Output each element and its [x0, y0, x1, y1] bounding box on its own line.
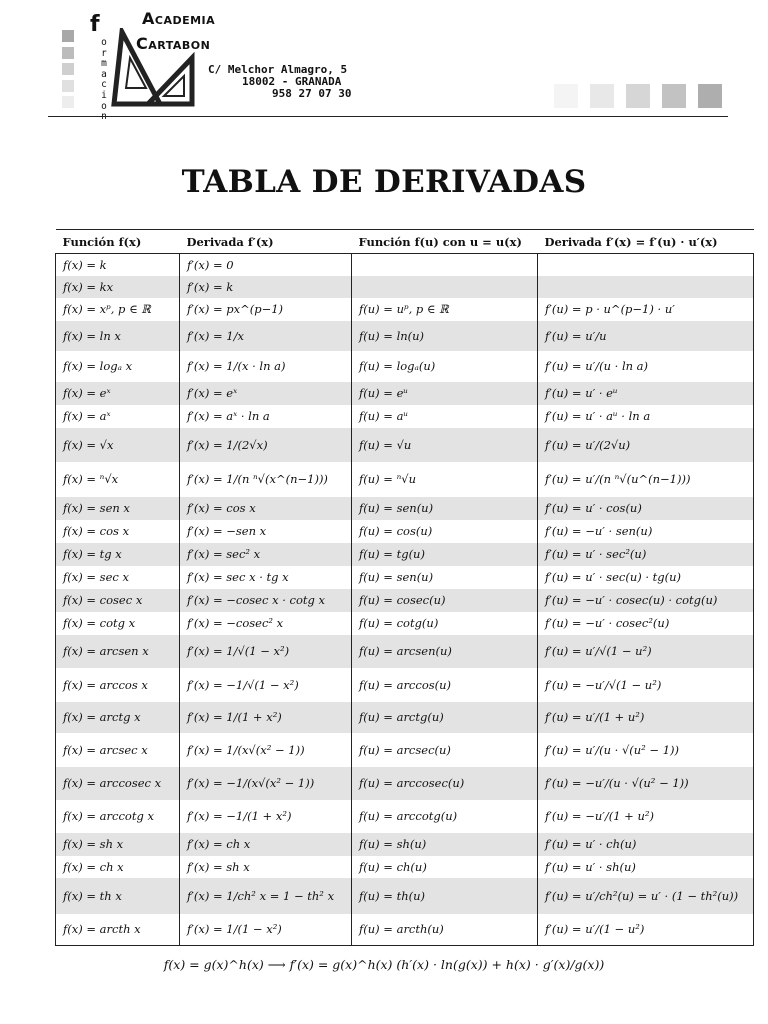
cell-derivative: f′(x) = 1/(x√(x² − 1))	[180, 733, 352, 767]
cell-composite-function	[352, 276, 538, 298]
cell-derivative: f′(x) = cos x	[180, 497, 352, 520]
table-row	[56, 800, 754, 833]
address: C/ Melchor Almagro, 5	[208, 63, 348, 76]
table-row	[56, 856, 754, 878]
decor-square	[62, 30, 74, 42]
cell-function: f(x) = sen x	[56, 497, 180, 520]
cell-composite-function: f(u) = arccotg(u)	[352, 800, 538, 833]
cell-composite-derivative: f′(u) = u′/u	[538, 321, 754, 351]
cell-derivative: f′(x) = 1/ch² x = 1 − th² x	[180, 878, 352, 914]
cell-composite-function: f(u) = arcsen(u)	[352, 635, 538, 668]
table-row	[56, 520, 754, 543]
cell-composite-derivative	[538, 254, 754, 276]
brand-line2: Cartabon	[136, 34, 211, 53]
table-row	[56, 702, 754, 733]
table-row	[56, 767, 754, 800]
cell-composite-derivative: f′(u) = p · u^(p−1) · u′	[538, 298, 754, 321]
cell-derivative: f′(x) = sh x	[180, 856, 352, 878]
table-row	[56, 612, 754, 635]
decor-square	[62, 63, 74, 75]
cell-composite-derivative: f′(u) = u′/ch²(u) = u′ · (1 − th²(u))	[538, 878, 754, 914]
postal-address: 18002 - GRANADA	[242, 75, 342, 88]
cell-derivative: f′(x) = 1/(n ⁿ√(x^(n−1)))	[180, 462, 352, 497]
table-row	[56, 351, 754, 382]
table-row	[56, 382, 754, 405]
cell-composite-function: f(u) = arccosec(u)	[352, 767, 538, 800]
cell-function: f(x) = arcsen x	[56, 635, 180, 668]
cell-derivative: f′(x) = 1/(1 − x²)	[180, 914, 352, 946]
table-row	[56, 276, 754, 298]
cell-composite-function: f(u) = sh(u)	[352, 833, 538, 856]
cell-composite-function: f(u) = ⁿ√u	[352, 462, 538, 497]
cell-derivative: f′(x) = 1/(x · ln a)	[180, 351, 352, 382]
cell-composite-function: f(u) = tg(u)	[352, 543, 538, 566]
cell-composite-derivative: f′(u) = −u′ · sen(u)	[538, 520, 754, 543]
cell-composite-derivative: f′(u) = u′/(2√u)	[538, 428, 754, 462]
cell-composite-derivative: f′(u) = u′/(u · √(u² − 1))	[538, 733, 754, 767]
cell-composite-derivative: f′(u) = −u′ · cosec(u) · cotg(u)	[538, 589, 754, 612]
logo-letter: f	[90, 12, 100, 37]
cell-composite-derivative: f′(u) = u′ · eᵘ	[538, 382, 754, 405]
cell-composite-derivative: f′(u) = u′ · aᵘ · ln a	[538, 405, 754, 428]
cell-composite-derivative	[538, 276, 754, 298]
cell-composite-derivative: f′(u) = u′/(1 − u²)	[538, 914, 754, 946]
header-composite-function: Función f(u) con u = u(x)	[352, 230, 538, 254]
cell-function: f(x) = arcth x	[56, 914, 180, 946]
cell-composite-function: f(u) = arcsec(u)	[352, 733, 538, 767]
brand-line1: Academia	[142, 9, 216, 28]
cell-composite-derivative: f′(u) = u′ · sec²(u)	[538, 543, 754, 566]
cell-derivative: f′(x) = −cosec x · cotg x	[180, 589, 352, 612]
table-row	[56, 733, 754, 767]
cell-composite-derivative: f′(u) = u′ · ch(u)	[538, 833, 754, 856]
cell-composite-derivative: f′(u) = u′ · sh(u)	[538, 856, 754, 878]
cell-composite-function: f(u) = sen(u)	[352, 566, 538, 589]
cell-composite-derivative: f′(u) = −u′/√(1 − u²)	[538, 668, 754, 702]
table-row	[56, 543, 754, 566]
cell-composite-function: f(u) = arccos(u)	[352, 668, 538, 702]
cell-function: f(x) = th x	[56, 878, 180, 914]
cell-composite-derivative: f′(u) = u′/(u · ln a)	[538, 351, 754, 382]
cell-function: f(x) = logₐ x	[56, 351, 180, 382]
decor-square	[626, 84, 650, 108]
cell-function: f(x) = ⁿ√x	[56, 462, 180, 497]
cell-composite-derivative: f′(u) = u′/(1 + u²)	[538, 702, 754, 733]
table-row	[56, 668, 754, 702]
cell-derivative: f′(x) = −1/(x√(x² − 1))	[180, 767, 352, 800]
decor-square	[698, 84, 722, 108]
cell-derivative: f′(x) = ch x	[180, 833, 352, 856]
cell-function: f(x) = √x	[56, 428, 180, 462]
cell-derivative: f′(x) = 1/(2√x)	[180, 428, 352, 462]
cell-derivative: f′(x) = 1/√(1 − x²)	[180, 635, 352, 668]
cell-composite-derivative: f′(u) = u′/√(1 − u²)	[538, 635, 754, 668]
phone-number: 958 27 07 30	[272, 87, 352, 100]
cell-function: f(x) = arccotg x	[56, 800, 180, 833]
cell-derivative: f′(x) = 0	[180, 254, 352, 276]
cell-function: f(x) = ch x	[56, 856, 180, 878]
cell-function: f(x) = cotg x	[56, 612, 180, 635]
header-composite-derivative: Derivada f′(x) = f′(u) · u′(x)	[538, 230, 754, 254]
decor-square	[662, 84, 686, 108]
cell-function: f(x) = cosec x	[56, 589, 180, 612]
cell-composite-function: f(u) = cotg(u)	[352, 612, 538, 635]
cell-derivative: f′(x) = sec² x	[180, 543, 352, 566]
decor-square	[62, 96, 74, 108]
cell-function: f(x) = arcsec x	[56, 733, 180, 767]
header-derivative: Derivada f′(x)	[180, 230, 352, 254]
cell-derivative: f′(x) = 1/x	[180, 321, 352, 351]
cell-composite-function: f(u) = ch(u)	[352, 856, 538, 878]
cell-derivative: f′(x) = k	[180, 276, 352, 298]
table-row	[56, 914, 754, 946]
header-function: Función f(x)	[56, 230, 180, 254]
cell-function: f(x) = arctg x	[56, 702, 180, 733]
cell-derivative: f′(x) = 1/(1 + x²)	[180, 702, 352, 733]
cell-derivative: f′(x) = −1/(1 + x²)	[180, 800, 352, 833]
cell-function: f(x) = aˣ	[56, 405, 180, 428]
table-row	[56, 878, 754, 914]
cell-function: f(x) = sh x	[56, 833, 180, 856]
table-row	[56, 428, 754, 462]
cell-function: f(x) = tg x	[56, 543, 180, 566]
table-header-row	[56, 230, 754, 254]
cell-composite-function: f(u) = cos(u)	[352, 520, 538, 543]
cell-composite-derivative: f′(u) = −u′ · cosec²(u)	[538, 612, 754, 635]
table-row	[56, 321, 754, 351]
table-row	[56, 635, 754, 668]
cell-composite-derivative: f′(u) = −u′/(u · √(u² − 1))	[538, 767, 754, 800]
exponential-rule-formula: f(x) = g(x)^h(x) ⟶ f′(x) = g(x)^h(x) (h′(x) · ln(g(x)) + h(x) · g′(x)/g(x))	[163, 957, 605, 972]
table-row	[56, 298, 754, 321]
table-row	[56, 497, 754, 520]
table-row	[56, 589, 754, 612]
decor-square	[62, 80, 74, 92]
cell-composite-function	[352, 254, 538, 276]
cell-derivative: f′(x) = eˣ	[180, 382, 352, 405]
cell-function: f(x) = arccosec x	[56, 767, 180, 800]
cell-composite-derivative: f′(u) = u′ · cos(u)	[538, 497, 754, 520]
cell-function: f(x) = ln x	[56, 321, 180, 351]
cell-derivative: f′(x) = aˣ · ln a	[180, 405, 352, 428]
table-row	[56, 833, 754, 856]
header-divider	[48, 116, 728, 117]
cell-function: f(x) = eˣ	[56, 382, 180, 405]
logo-vertical-text: ormacion	[101, 37, 107, 123]
page-title: TABLA DE DERIVADAS	[181, 164, 587, 200]
cell-composite-function: f(u) = aᵘ	[352, 405, 538, 428]
cell-function: f(x) = sec x	[56, 566, 180, 589]
cell-function: f(x) = arccos x	[56, 668, 180, 702]
decor-square	[62, 47, 74, 59]
table-row	[56, 254, 754, 276]
cell-derivative: f′(x) = −sen x	[180, 520, 352, 543]
cell-composite-function: f(u) = uᵖ, p ∈ ℝ	[352, 298, 538, 321]
cell-composite-function: f(u) = cosec(u)	[352, 589, 538, 612]
cell-composite-function: f(u) = arctg(u)	[352, 702, 538, 733]
cell-composite-derivative: f′(u) = −u′/(1 + u²)	[538, 800, 754, 833]
cell-composite-function: f(u) = logₐ(u)	[352, 351, 538, 382]
cell-derivative: f′(x) = −1/√(1 − x²)	[180, 668, 352, 702]
cell-derivative: f′(x) = sec x · tg x	[180, 566, 352, 589]
cell-composite-function: f(u) = eᵘ	[352, 382, 538, 405]
cell-function: f(x) = xᵖ, p ∈ ℝ	[56, 298, 180, 321]
cell-function: f(x) = cos x	[56, 520, 180, 543]
cell-function: f(x) = k	[56, 254, 180, 276]
derivatives-table	[55, 229, 754, 946]
cell-composite-function: f(u) = ln(u)	[352, 321, 538, 351]
cell-composite-derivative: f′(u) = u′/(n ⁿ√(u^(n−1)))	[538, 462, 754, 497]
cell-composite-function: f(u) = arcth(u)	[352, 914, 538, 946]
cell-function: f(x) = kx	[56, 276, 180, 298]
cell-composite-function: f(u) = sen(u)	[352, 497, 538, 520]
table-row	[56, 566, 754, 589]
table-row	[56, 462, 754, 497]
decor-square	[554, 84, 578, 108]
cell-derivative: f′(x) = −cosec² x	[180, 612, 352, 635]
decor-square	[590, 84, 614, 108]
cell-composite-function: f(u) = √u	[352, 428, 538, 462]
cell-derivative: f′(x) = px^(p−1)	[180, 298, 352, 321]
cell-composite-derivative: f′(u) = u′ · sec(u) · tg(u)	[538, 566, 754, 589]
cell-composite-function: f(u) = th(u)	[352, 878, 538, 914]
table-row	[56, 405, 754, 428]
